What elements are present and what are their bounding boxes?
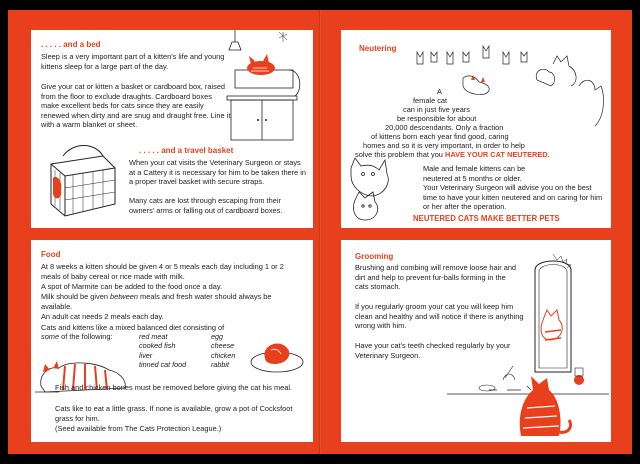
neutering-line-1: A: [437, 87, 442, 96]
panel-grooming: [341, 240, 611, 442]
food-list-item: rabbit: [211, 360, 229, 370]
cat-on-cabinet-illustration: [221, 30, 313, 140]
neutering-line-6: of kittens born each year find good, caring: [371, 132, 509, 141]
food-list-column-1: [139, 332, 186, 370]
neutering-line-2: female cat: [413, 96, 448, 105]
food-paragraph-5-line-2: [41, 332, 113, 342]
food-heading: Food: [41, 250, 61, 259]
travel-basket-heading: . . . . . and a travel basket: [139, 146, 234, 155]
food-list-item: tinned cat food: [139, 360, 187, 370]
food-list-column-2: [211, 332, 235, 370]
neutering-line-8-text: solve this problem that you: [355, 150, 443, 159]
food-paragraph-3-end: meals and fresh water should always be available.: [41, 292, 272, 311]
food-paragraph-3: [41, 292, 303, 311]
neutering-line-4: be responsible for about: [397, 114, 477, 123]
grooming-paragraph-1: Brushing and combing will remove loose hair and dirt and help to prevent fur-balls forming in the cats stomach.: [355, 263, 517, 292]
food-paragraph-4: An adult cat needs 2 meals each day.: [41, 312, 164, 321]
bed-paragraph-2: Give your cat or kitten a basket or cardboard box, raised from the floor to exclude draughts. Cardboard boxes make excellent beds for cats since they are easily renewed when dirty and are snug and draught free. Line it with a warm blanket or sheet.: [41, 82, 231, 130]
neutering-slogan: NEUTERED CATS MAKE BETTER PETS: [413, 214, 560, 223]
food-list-item: chicken: [211, 350, 236, 360]
chicken-on-plate-illustration: [249, 332, 305, 376]
neutering-call-to-action: HAVE YOUR CAT NEUTERED.: [444, 150, 550, 159]
bed-paragraph-1: Sleep is a very important part of a kitten's life and young kittens sleep for a large part of the day.: [41, 52, 225, 71]
food-paragraph-5-emphasis: some: [41, 332, 60, 341]
neutering-heading: Neutering: [359, 44, 397, 53]
food-list-item: liver: [139, 350, 153, 360]
food-paragraph-3-start: Milk should be given: [41, 292, 108, 301]
food-paragraph-3-emphasis: between: [110, 292, 138, 301]
neutering-paragraph-3: Your Veterinary Surgeon will advise you on the best time to have your kitten neutered and on caring for him or her after the operation.: [423, 183, 603, 212]
grooming-paragraph-3: Have your cat's teeth checked regularly by your Veterinary Surgeon.: [355, 341, 511, 360]
neutering-line-5: 20,000 descendants. Only a fraction: [385, 123, 504, 132]
panel-food: [31, 240, 313, 442]
panel-bed: [31, 30, 313, 228]
neutering-paragraph-2: Male and female kittens can be neutered at 5 months or older.: [423, 164, 526, 183]
bed-heading: . . . . . and a bed: [41, 40, 101, 49]
food-paragraph-1: At 8 weeks a kitten should be given 4 or 5 meals each day including 1 or 2 meals of baby cereal or rice made with milk.: [41, 262, 284, 281]
food-list-item: red meat: [139, 332, 168, 341]
neutering-line-7: homes and so it is very important, in order to help: [363, 141, 525, 150]
startled-cats-illustration: [345, 148, 397, 226]
travel-basket-illustration: [43, 142, 123, 220]
food-paragraph-7: Cats like to eat a little grass. If none is available, grow a pot of Cocksfoot grass for him.: [55, 404, 293, 423]
travel-basket-paragraph-1: When your cat visits the Veterinary Surgeon or stays at a Cattery it is necessary for him to be taken there in a proper travel basket with secure straps.: [129, 158, 307, 187]
food-list-item: egg: [211, 332, 223, 341]
panel-neutering: [341, 30, 611, 228]
food-paragraph-5-end: of the following:: [61, 332, 113, 341]
food-paragraph-8: (Seed available from The Cats Protection League.): [55, 424, 222, 433]
grooming-heading: Grooming: [355, 252, 394, 261]
food-paragraph-6: Fish and chicken bones must be removed before giving the cat his meal.: [55, 383, 293, 392]
food-list-item: cheese: [211, 341, 235, 351]
page-fold: [319, 10, 321, 454]
neutering-line-3: can in just five years: [403, 105, 470, 114]
food-paragraph-2: A spot of Marmite can be added to the food once a day.: [41, 282, 223, 291]
cat-at-mirror-illustration: [447, 248, 609, 440]
food-paragraph-5-line-1: Cats and kittens like a mixed balanced diet consisting of: [41, 323, 225, 332]
food-list-item: cooked fish: [139, 341, 176, 351]
grooming-paragraph-2: If you regularly groom your cat you will keep him clean and healthy and will notice if there is anything wrong with him.: [355, 302, 524, 331]
travel-basket-paragraph-2: Many cats are lost through escaping from their owners' arms or falling out of cardboard boxes.: [129, 196, 283, 215]
